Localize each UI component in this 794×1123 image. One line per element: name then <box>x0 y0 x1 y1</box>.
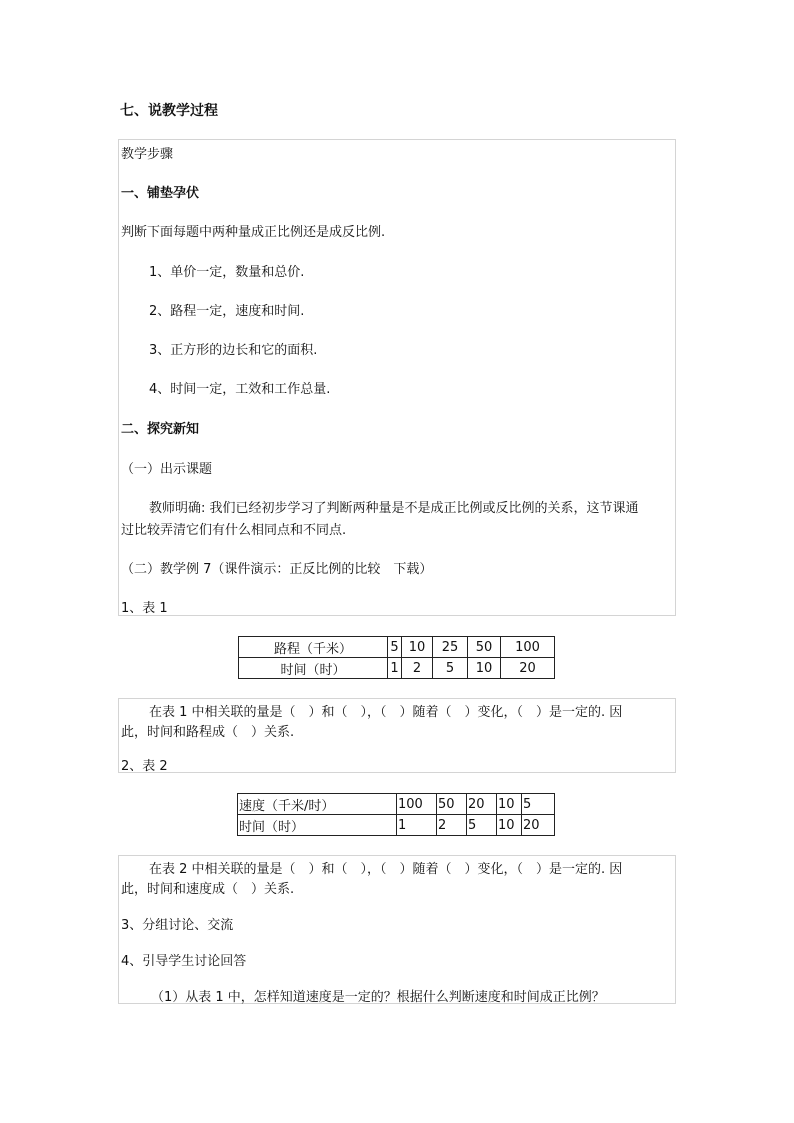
table-cell: 10 <box>468 658 501 679</box>
table-cell: 20 <box>467 794 497 815</box>
table-cell: 速度（千米/时） <box>238 794 397 815</box>
part2-heading: 二、探究新知 <box>121 422 200 437</box>
teacher-text-line2: 过比较弄清它们有什么相同点和不同点. <box>121 523 347 538</box>
question-line1: 在表 1 中相关联的量是（ ）和（ ），（ ）随着（ ）变化，（ ）是一定的. 因 <box>149 705 623 720</box>
table-row <box>239 658 555 679</box>
table-cell: 100 <box>501 637 555 658</box>
table-cell: 50 <box>437 794 467 815</box>
list-item: 3、分组讨论、交流 <box>121 918 234 933</box>
question-line2: 此，时间和路程成（ ）关系. <box>121 725 295 740</box>
table-cell: 10 <box>497 815 522 836</box>
table-cell: 1 <box>388 658 402 679</box>
table-cell: 50 <box>468 637 501 658</box>
table-cell: 20 <box>501 658 555 679</box>
lesson-box-2 <box>118 698 676 773</box>
table-cell: 5 <box>388 637 402 658</box>
table-cell: 10 <box>402 637 433 658</box>
table-cell: 20 <box>522 815 555 836</box>
discussion-question: （1）从表 1 中，怎样知道速度是一定的？根据什么判断速度和时间成正比例？ <box>151 990 605 1005</box>
table-cell: 5 <box>467 815 497 836</box>
table-row <box>239 637 555 658</box>
subheading-1: （一）出示课题 <box>121 462 213 477</box>
table-cell: 1 <box>397 815 437 836</box>
part1-intro: 判断下面每题中两种量成正比例还是成反比例. <box>121 225 386 240</box>
part1-heading: 一、铺垫孕伏 <box>121 186 200 201</box>
table-cell: 25 <box>433 637 468 658</box>
lesson-box-3 <box>118 855 676 1004</box>
lesson-box-1 <box>118 139 676 616</box>
list-item: 2、路程一定，速度和时间. <box>149 304 305 319</box>
list-item: 4、时间一定，工效和工作总量. <box>149 382 331 397</box>
question-line1: 在表 2 中相关联的量是（ ）和（ ），（ ）随着（ ）变化，（ ）是一定的. 因 <box>149 862 623 877</box>
table-cell: 5 <box>522 794 555 815</box>
list-item: 3、正方形的边长和它的面积. <box>149 343 318 358</box>
table-cell: 路程（千米） <box>239 637 388 658</box>
steps-label: 教学步骤 <box>121 147 174 162</box>
table-row <box>238 794 555 815</box>
table-cell: 2 <box>402 658 433 679</box>
table-cell: 10 <box>497 794 522 815</box>
table-row <box>238 815 555 836</box>
question-line2: 此，时间和速度成（ ）关系. <box>121 882 295 897</box>
list-item: 4、引导学生讨论回答 <box>121 954 247 969</box>
table1-label: 1、表 1 <box>121 601 168 616</box>
table-cell: 5 <box>433 658 468 679</box>
table-cell: 时间（时） <box>239 658 388 679</box>
list-item: 1、单价一定，数量和总价. <box>149 265 305 280</box>
table-1 <box>238 636 555 679</box>
table-cell: 100 <box>397 794 437 815</box>
section-title: 七、说教学过程 <box>120 103 218 119</box>
table2-label: 2、表 2 <box>121 759 168 774</box>
table-cell: 2 <box>437 815 467 836</box>
table-cell: 时间（时） <box>238 815 397 836</box>
teacher-text-line1: 教师明确: 我们已经初步学习了判断两种量是不是成正比例或反比例的关系，这节课通 <box>149 501 639 516</box>
subheading-2: （二）教学例 7（课件演示：正反比例的比较 下载） <box>121 562 433 577</box>
table-2 <box>237 793 555 836</box>
